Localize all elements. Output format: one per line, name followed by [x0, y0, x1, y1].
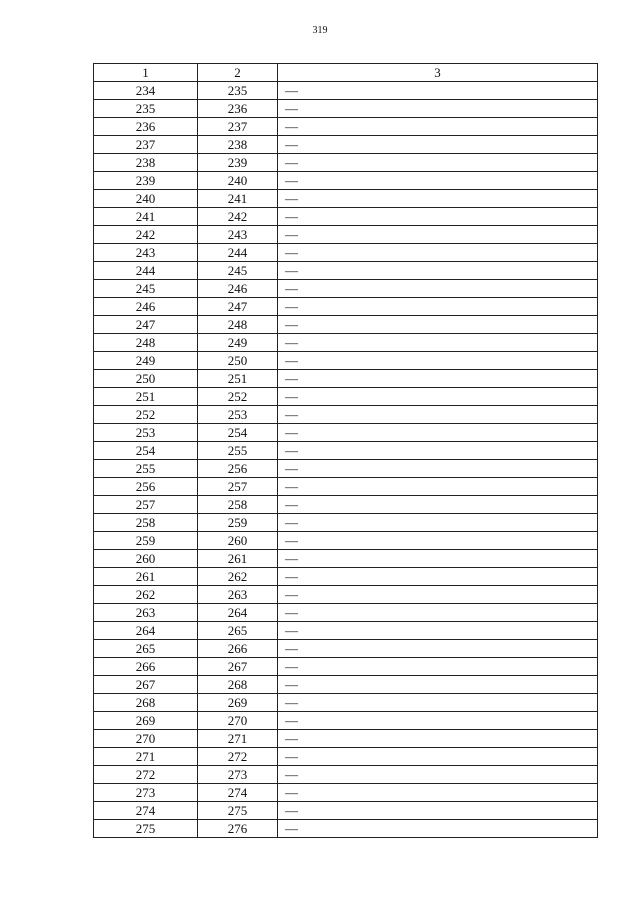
table-cell-col-3: — [278, 712, 598, 730]
table-cell-col-1: 269 [94, 712, 198, 730]
table-cell-col-2: 273 [198, 766, 278, 784]
table-cell-col-3: — [278, 388, 598, 406]
table-cell-col-1: 240 [94, 190, 198, 208]
table-row [94, 550, 598, 568]
table-row [94, 604, 598, 622]
table-cell-col-3: — [278, 370, 598, 388]
table-cell-col-3: — [278, 496, 598, 514]
table-cell-col-2: 275 [198, 802, 278, 820]
table-row [94, 190, 598, 208]
table-cell-col-2: 244 [198, 244, 278, 262]
table-row [94, 640, 598, 658]
table-cell-col-1: 274 [94, 802, 198, 820]
table-row [94, 676, 598, 694]
table-cell-col-1: 271 [94, 748, 198, 766]
table-cell-col-2: 237 [198, 118, 278, 136]
table-row [94, 370, 598, 388]
table-cell-col-1: 258 [94, 514, 198, 532]
table-cell-col-1: 252 [94, 406, 198, 424]
table-cell-col-1: 235 [94, 100, 198, 118]
table-row [94, 460, 598, 478]
table-cell-col-1: 239 [94, 172, 198, 190]
table-cell-col-2: 269 [198, 694, 278, 712]
table-cell-col-1: 273 [94, 784, 198, 802]
table-cell-col-2: 262 [198, 568, 278, 586]
table-cell-col-2: 253 [198, 406, 278, 424]
table-cell-col-2: 272 [198, 748, 278, 766]
table-cell-col-1: 254 [94, 442, 198, 460]
table-cell-col-3: — [278, 622, 598, 640]
table-cell-col-2: 242 [198, 208, 278, 226]
table-cell-col-2: 239 [198, 154, 278, 172]
table-row [94, 334, 598, 352]
table-cell-col-1: 236 [94, 118, 198, 136]
table-cell-col-3: — [278, 298, 598, 316]
table-row [94, 208, 598, 226]
table-cell-col-2: 256 [198, 460, 278, 478]
table-cell-col-1: 275 [94, 820, 198, 838]
table-row [94, 406, 598, 424]
table-cell-col-2: 267 [198, 658, 278, 676]
table-cell-col-2: 266 [198, 640, 278, 658]
table-cell-col-1: 251 [94, 388, 198, 406]
table-cell-col-3: — [278, 172, 598, 190]
table-cell-col-2: 257 [198, 478, 278, 496]
table-cell-col-2: 252 [198, 388, 278, 406]
table-cell-col-3: — [278, 460, 598, 478]
table-cell-col-1: 261 [94, 568, 198, 586]
table-cell-col-3: — [278, 568, 598, 586]
table-cell-col-2: 263 [198, 586, 278, 604]
table-cell-col-2: 264 [198, 604, 278, 622]
table-cell-col-3: — [278, 100, 598, 118]
table-row [94, 694, 598, 712]
table-cell-col-1: 264 [94, 622, 198, 640]
table-cell-col-2: 250 [198, 352, 278, 370]
table-cell-col-1: 234 [94, 82, 198, 100]
table-cell-col-2: 236 [198, 100, 278, 118]
table-header-row [94, 64, 598, 82]
table-cell-col-1: 237 [94, 136, 198, 154]
table-row [94, 514, 598, 532]
table-row [94, 748, 598, 766]
table-cell-col-1: 244 [94, 262, 198, 280]
table-cell-col-3: — [278, 784, 598, 802]
table-cell-col-3: — [278, 532, 598, 550]
table-row [94, 478, 598, 496]
table-row [94, 136, 598, 154]
table-cell-col-3: — [278, 514, 598, 532]
table-cell-col-2: 260 [198, 532, 278, 550]
table-row [94, 82, 598, 100]
table-cell-col-3: — [278, 406, 598, 424]
column-header-3: 3 [278, 64, 598, 82]
column-header-1: 1 [94, 64, 198, 82]
page-number: 319 [312, 25, 328, 36]
table-cell-col-3: — [278, 424, 598, 442]
table-row [94, 712, 598, 730]
table-row [94, 226, 598, 244]
table-cell-col-3: — [278, 190, 598, 208]
table-cell-col-1: 272 [94, 766, 198, 784]
table-body [94, 82, 598, 838]
table-cell-col-3: — [278, 352, 598, 370]
table-cell-col-2: 251 [198, 370, 278, 388]
table-row [94, 118, 598, 136]
table-row [94, 622, 598, 640]
table-cell-col-1: 268 [94, 694, 198, 712]
table-cell-col-3: — [278, 442, 598, 460]
table-cell-col-1: 270 [94, 730, 198, 748]
table-cell-col-1: 255 [94, 460, 198, 478]
table-cell-col-1: 260 [94, 550, 198, 568]
table-cell-col-3: — [278, 154, 598, 172]
table-cell-col-3: — [278, 82, 598, 100]
table-cell-col-2: 271 [198, 730, 278, 748]
table-cell-col-3: — [278, 316, 598, 334]
table-cell-col-2: 270 [198, 712, 278, 730]
table-row [94, 172, 598, 190]
table-cell-col-3: — [278, 136, 598, 154]
table-cell-col-2: 255 [198, 442, 278, 460]
table-cell-col-1: 246 [94, 298, 198, 316]
table-row [94, 586, 598, 604]
table-cell-col-2: 276 [198, 820, 278, 838]
table-cell-col-2: 268 [198, 676, 278, 694]
table-cell-col-3: — [278, 730, 598, 748]
table-cell-col-1: 238 [94, 154, 198, 172]
table-row [94, 802, 598, 820]
table-cell-col-3: — [278, 262, 598, 280]
table-row [94, 730, 598, 748]
table-cell-col-3: — [278, 820, 598, 838]
table-cell-col-1: 253 [94, 424, 198, 442]
table-row [94, 352, 598, 370]
table-cell-col-3: — [278, 244, 598, 262]
table-row [94, 424, 598, 442]
table-cell-col-1: 267 [94, 676, 198, 694]
table-cell-col-1: 242 [94, 226, 198, 244]
table-cell-col-1: 256 [94, 478, 198, 496]
table-cell-col-3: — [278, 280, 598, 298]
table-cell-col-2: 274 [198, 784, 278, 802]
data-table [93, 63, 598, 838]
table-cell-col-2: 240 [198, 172, 278, 190]
table-cell-col-3: — [278, 334, 598, 352]
table-row [94, 784, 598, 802]
table-cell-col-1: 247 [94, 316, 198, 334]
table-cell-col-3: — [278, 550, 598, 568]
table-cell-col-1: 262 [94, 586, 198, 604]
table-cell-col-3: — [278, 658, 598, 676]
table-cell-col-2: 261 [198, 550, 278, 568]
table-row [94, 154, 598, 172]
table-cell-col-3: — [278, 586, 598, 604]
table-cell-col-3: — [278, 766, 598, 784]
table-cell-col-2: 245 [198, 262, 278, 280]
table-row [94, 262, 598, 280]
table-row [94, 316, 598, 334]
table-cell-col-3: — [278, 208, 598, 226]
table-row [94, 532, 598, 550]
table-cell-col-2: 238 [198, 136, 278, 154]
table-cell-col-1: 243 [94, 244, 198, 262]
table-cell-col-3: — [278, 478, 598, 496]
table-cell-col-3: — [278, 640, 598, 658]
table-cell-col-2: 243 [198, 226, 278, 244]
table-cell-col-2: 248 [198, 316, 278, 334]
table-row [94, 280, 598, 298]
table-cell-col-1: 257 [94, 496, 198, 514]
table-cell-col-1: 245 [94, 280, 198, 298]
table-row [94, 568, 598, 586]
table-cell-col-2: 246 [198, 280, 278, 298]
table-cell-col-1: 248 [94, 334, 198, 352]
table-row [94, 496, 598, 514]
table-row [94, 388, 598, 406]
table-row [94, 658, 598, 676]
table-row [94, 100, 598, 118]
table-cell-col-3: — [278, 118, 598, 136]
table-cell-col-1: 241 [94, 208, 198, 226]
table-cell-col-1: 249 [94, 352, 198, 370]
table-cell-col-1: 266 [94, 658, 198, 676]
table-cell-col-3: — [278, 676, 598, 694]
table-cell-col-2: 258 [198, 496, 278, 514]
column-header-2: 2 [198, 64, 278, 82]
table-cell-col-1: 265 [94, 640, 198, 658]
table-cell-col-3: — [278, 694, 598, 712]
table-cell-col-3: — [278, 604, 598, 622]
table-cell-col-3: — [278, 802, 598, 820]
table-cell-col-3: — [278, 226, 598, 244]
table-cell-col-3: — [278, 748, 598, 766]
table-cell-col-2: 259 [198, 514, 278, 532]
table-row [94, 820, 598, 838]
table-row [94, 298, 598, 316]
table-cell-col-2: 249 [198, 334, 278, 352]
table-row [94, 442, 598, 460]
table-cell-col-1: 263 [94, 604, 198, 622]
table-row [94, 766, 598, 784]
table-cell-col-2: 235 [198, 82, 278, 100]
table-cell-col-2: 265 [198, 622, 278, 640]
table-cell-col-2: 254 [198, 424, 278, 442]
table-cell-col-2: 241 [198, 190, 278, 208]
table-cell-col-2: 247 [198, 298, 278, 316]
table-cell-col-1: 259 [94, 532, 198, 550]
table-row [94, 244, 598, 262]
table-cell-col-1: 250 [94, 370, 198, 388]
